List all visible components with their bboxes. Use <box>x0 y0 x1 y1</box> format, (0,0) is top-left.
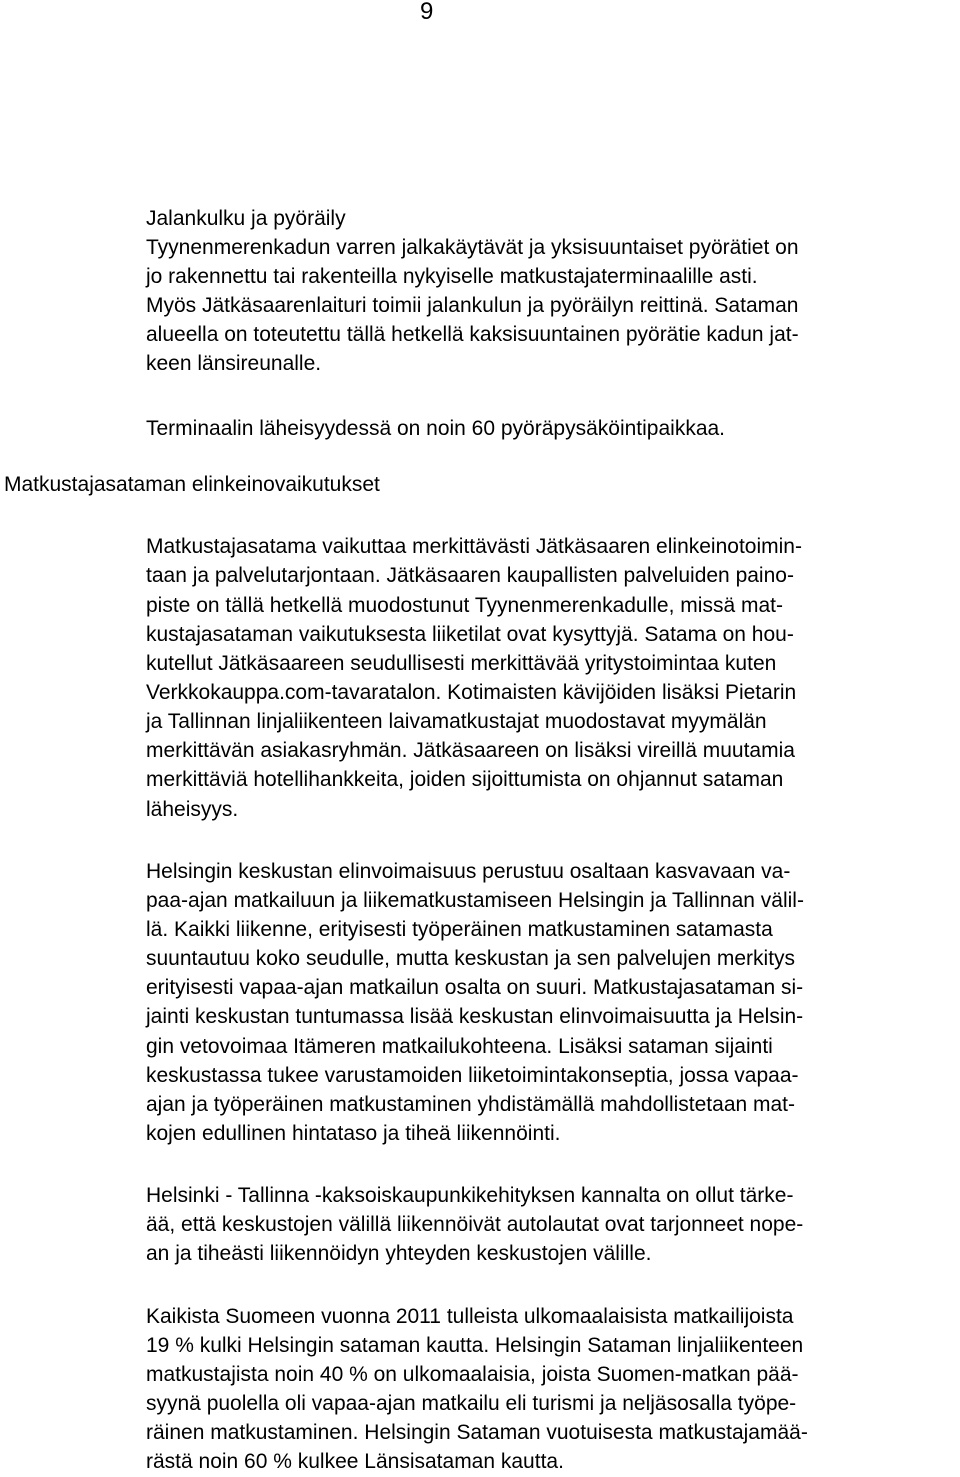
text-line: kojen edullinen hintataso ja tiheä liikennöinti. <box>146 1122 561 1145</box>
text-line: syynä puolella oli vapaa-ajan matkailu eli turismi ja neljäsosalla työpe- <box>146 1392 797 1415</box>
text-line: ja Tallinnan linjaliikenteen laivamatkustajat muodostavat myymälän <box>146 710 767 733</box>
text-line: jainti keskustan tuntumassa lisää keskustan elinvoimaisuutta ja Helsin- <box>146 1005 804 1028</box>
text-line: keskustassa tukee varustamoiden liiketoimintakonseptia, jossa vapaa- <box>146 1064 799 1087</box>
text-line: räinen matkustaminen. Helsingin Sataman vuotuisesta matkustajamää- <box>146 1421 808 1444</box>
text-line: Myös Jätkäsaarenlaituri toimii jalankulun ja pyöräilyn reittinä. Sataman <box>146 294 799 317</box>
text-line: Tyynenmerenkadun varren jalkakäytävät ja yksisuuntaiset pyörätiet on <box>146 236 799 259</box>
text-line: läheisyys. <box>146 798 239 821</box>
text-line: alueella on toteutettu tällä hetkellä kaksisuuntainen pyörätie kadun jat- <box>146 323 799 346</box>
text-line: an ja tiheästi liikennöidyn yhteyden keskustojen välille. <box>146 1242 652 1265</box>
text-line: Helsingin keskustan elinvoimaisuus perustuu osaltaan kasvavaan va- <box>146 860 791 883</box>
text-line: lä. Kaikki liikenne, erityisesti työperäinen matkustaminen satamasta <box>146 918 773 941</box>
text-line: paa-ajan matkailuun ja liikematkustamiseen Helsingin ja Tallinnan välil- <box>146 889 804 912</box>
section-heading-walking-cycling: Jalankulku ja pyöräily <box>146 207 346 230</box>
text-line: rästä noin 60 % kulkee Länsisataman kautta. <box>146 1450 564 1473</box>
text-line: merkittävän asiakasryhmän. Jätkäsaareen on lisäksi vireillä muutamia <box>146 739 795 762</box>
text-line: 19 % kulki Helsingin sataman kautta. Helsingin Sataman linjaliikenteen <box>146 1334 804 1357</box>
text-line: erityisesti vapaa-ajan matkailun osalta on suuri. Matkustajasataman si- <box>146 976 804 999</box>
page-number: 9 <box>420 0 434 25</box>
text-line: suuntautuu koko seudulle, mutta keskustan ja sen palvelujen merkitys <box>146 947 796 970</box>
text-line: kutellut Jätkäsaareen seudullisesti merkittävää yritystoimintaa kuten <box>146 652 777 675</box>
text-line: gin vetovoimaa Itämeren matkailukohteena. Lisäksi sataman sijainti <box>146 1035 773 1058</box>
section-heading-economic-impacts: Matkustajasataman elinkeinovaikutukset <box>4 473 380 496</box>
text-line: ää, että keskustojen välillä liikennöivät autolautat ovat tarjonneet nope- <box>146 1213 804 1236</box>
text-line: Terminaalin läheisyydessä on noin 60 pyöräpysäköintipaikkaa. <box>146 417 726 440</box>
text-line: Kaikista Suomeen vuonna 2011 tulleista ulkomaalaisista matkailijoista <box>146 1305 794 1328</box>
text-line: ajan ja työperäinen matkustaminen yhdistämällä mahdollistetaan mat- <box>146 1093 796 1116</box>
text-line: merkittäviä hotellihankkeita, joiden sijoittumista on ohjannut sataman <box>146 768 784 791</box>
text-line: keen länsireunalle. <box>146 352 322 375</box>
text-line: Helsinki - Tallinna -kaksoiskaupunkikehityksen kannalta on ollut tärke- <box>146 1184 794 1207</box>
text-line: taan ja palvelutarjontaan. Jätkäsaaren kaupallisten palveluiden paino- <box>146 564 794 587</box>
text-line: kustajasataman vaikutuksesta liiketilat ovat kysyttyjä. Satama on hou- <box>146 623 794 646</box>
text-line: piste on tällä hetkellä muodostunut Tyynenmerenkadulle, missä mat- <box>146 594 783 617</box>
text-line: Matkustajasatama vaikuttaa merkittävästi Jätkäsaaren elinkeinotoimin- <box>146 535 802 558</box>
text-line: Verkkokauppa.com-tavaratalon. Kotimaisten kävijöiden lisäksi Pietarin <box>146 681 797 704</box>
text-line: jo rakennettu tai rakenteilla nykyiselle matkustajaterminaalille asti. <box>146 265 758 288</box>
text-line: matkustajista noin 40 % on ulkomaalaisia, joista Suomen-matkan pää- <box>146 1363 799 1386</box>
